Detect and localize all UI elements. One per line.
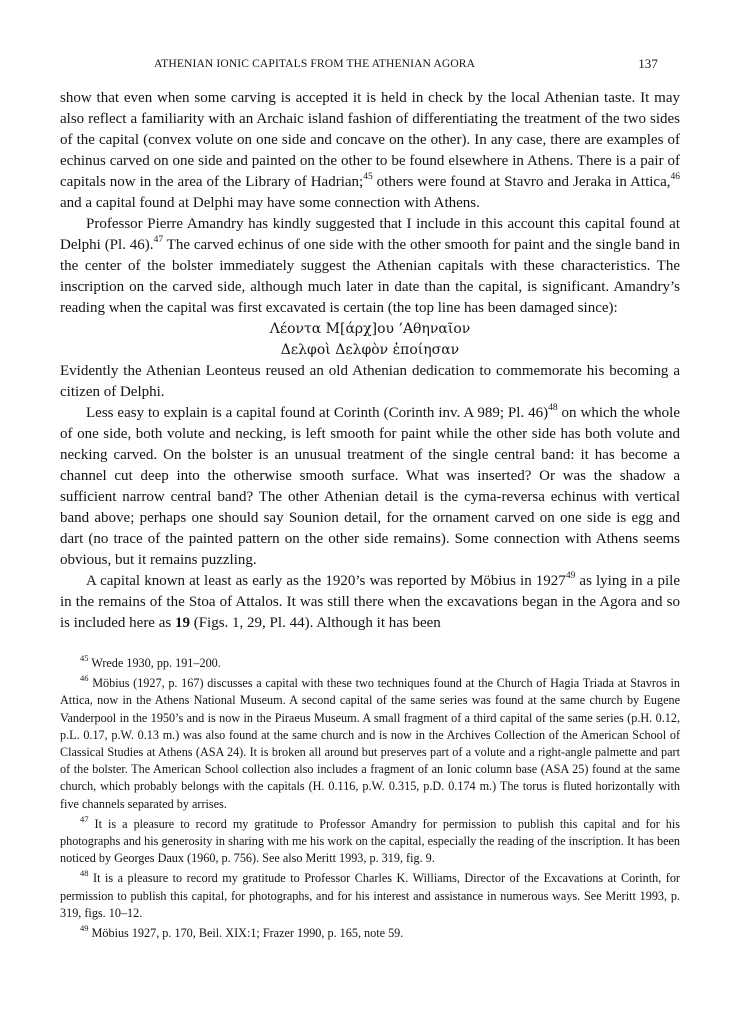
footnotes [60,652,681,945]
text-run: A capital known at least as early as the 1920’s was reported by Möbius in 1927 [86,573,566,589]
footnote-text: Möbius 1927, p. 170, Beil. XIX:1; Frazer 1990, p. 165, note 59. [91,926,404,941]
footnote-number: 45 [80,652,89,663]
running-head-title: ATHENIAN IONIC CAPITALS FROM THE ATHENIAN AGORA [154,57,476,70]
footnote-number: 46 [80,673,89,684]
paragraph-4 [60,403,680,571]
main-text [60,88,680,634]
footnote-ref-46: 46 [670,172,680,182]
text-run: Professor Pierre Amandry has kindly suggested that I include in this account this capital found at Delphi (Pl. 46). [60,216,680,253]
catalog-number: 19 [174,615,190,631]
footnote-49 [60,922,680,942]
paragraph-5 [60,571,680,634]
footnote-ref-45: 45 [363,172,373,182]
footnote-ref-49: 49 [565,571,576,581]
footnote-number: 47 [80,813,89,824]
footnote-text: It is a pleasure to record my gratitude to Professor Amandry for permission to publish this capital and for his photographs and his generosity in sharing with me his work on the capital, especially the reading of the inscription. It has been noticed by Georges Daux (1960, p. 756). See also Meritt 1993, p. 319, fig. 9. [60,816,681,866]
paragraph-3: Evidently the Athenian Leonteus reused an old Athenian dedication to commemorate his becoming a citizen of Delphi. [60,363,680,400]
text-run: on which the whole of one side, both volute and necking, is left smooth for paint while the other side has both volute and necking carved. On the bolster is an unusual treatment of the single central band: it has become a channel cut deep into the otherwise smooth surface. What was inserted? Or was the shadow a sufficient narrow central band? The other Athenian detail is the cyma-reversa echinus with vertical band above; perhaps one should say Sounion detail, for the ornament carved on one side is egg and dart (no trace of the painted pattern on the other side remains). Some connection with Athens seems obvious, but it remains puzzling. [60,405,680,568]
text-run: as lying in a pile in the remains of the Stoa of Attalos. It was still there when the excavations began in the Agora and so is included here as [60,573,680,631]
footnote-number: 48 [80,868,89,879]
page-number: 137 [638,56,658,71]
text-run: others were found at Stavro and Jeraka in Attica, [372,174,671,190]
footnote-ref-47: 47 [153,235,164,245]
paragraph-1 [60,88,680,214]
text-run: and a capital found at Delphi may have some connection with Athens. [60,195,480,211]
footnote-ref-48: 48 [548,403,558,413]
text-run: (Figs. 1, 29, Pl. 44). Although it has been [189,615,441,631]
text-run: Less easy to explain is a capital found at Corinth (Corinth inv. A 989; Pl. 46) [86,405,549,421]
footnote-45 [60,652,680,672]
paragraph-2 [60,214,680,319]
footnote-number: 49 [80,922,89,933]
footnote-47 [60,813,681,868]
footnote-46 [60,675,680,813]
footnote-text: Möbius (1927, p. 167) discusses a capital with these two techniques found at the Church of Hagia Triada at Stavros in Attica, now in the Athens National Museum. A second capital of the same series was found at the same church by Eugene Vanderpool in the 1950’s and is now in the Piraeus Museum. A small fragment of a third capital of the same series (p.H. 0.12, p.L. 0.17, p.W. 0.13 m.) was also found at the same church and is now in the Archives Collection of the American School of Classical Studies at Athens (ASA 24). It is broken all around but preserves part of a volute and a right-angle palmette and part of the bolster. The American School collection also includes a fragment of an Ionic column base (ASA 25) found at the same church, which probably belongs with the capitals (H. 0.116, p.W. 0.315, p.D. 0.174 m.) The torus is fluted horizontally with five channels separated by arrises. [60,676,680,811]
text-run: The carved echinus of one side with the other smooth for paint and the single band in the center of the bolster immediately suggest the Athenian capitals with these characteristics. The inscription on the carved side, although much later in date than the capital, is significant. Amandry’s reading when the capital was first excavated is certain (the top line has been damaged since): [60,237,681,316]
footnote-text: It is a pleasure to record my gratitude to Professor Charles K. Williams, Director of the Excavations at Corinth, for permission to publish this capital, for photographs, and for his interest and assistance in numerous ways. See Meritt 1993, p. 319, figs. 10–12. [60,871,680,920]
inscription-line-2: Δελφοὶ Δελφὸν ἐποίησαν [280,342,460,358]
inscription-line-1: Λέοντα Μ[άρχ]ου ’Αθηναῖον [269,321,471,337]
footnote-text: Wrede 1930, pp. 191–200. [91,656,221,670]
footnote-48 [60,870,680,922]
text-run: show that even when some carving is accepted it is held in check by the local Athenian taste. It may also reflect a familiarity with an Archaic island fashion of differentiating the treatment of the two sides of the capital (convex volute on one side and concave on the other). In any case, there are examples of echinus carved on one side and painted on the other to be found elsewhere in Athens. There is a pair of capitals now in the area of the Library of Hadrian; [60,90,680,190]
